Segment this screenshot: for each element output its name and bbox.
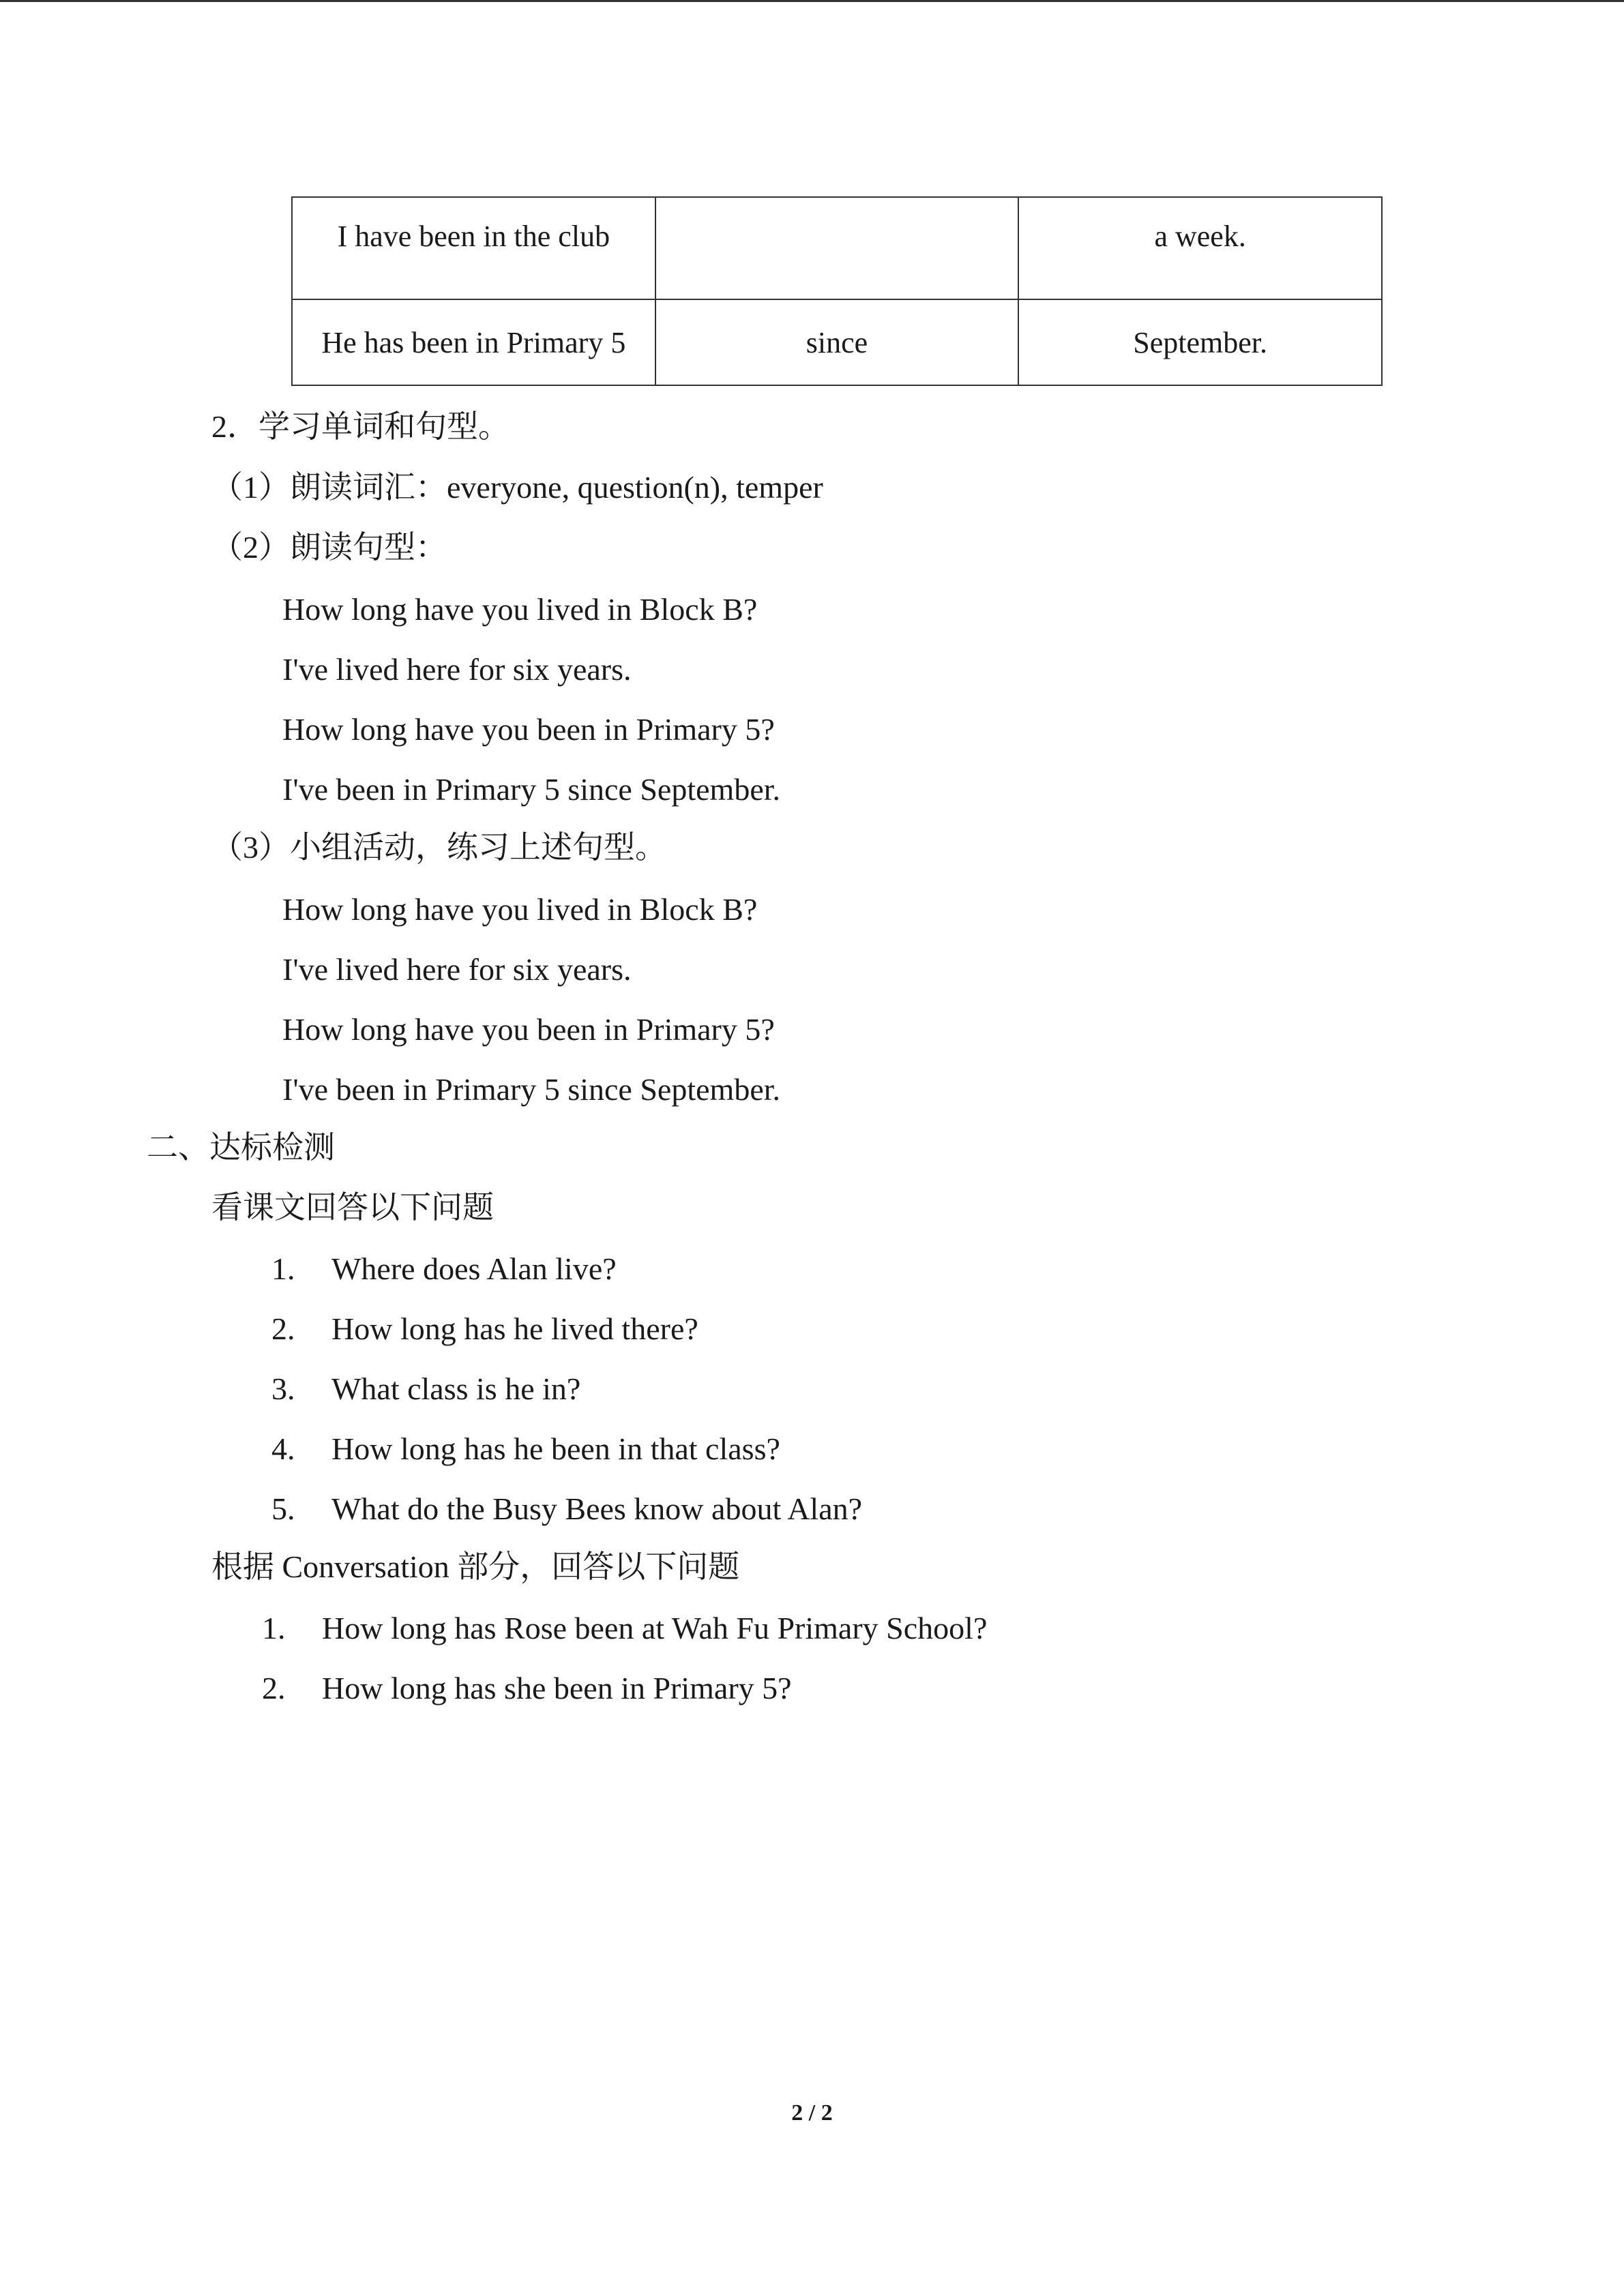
page-number: 2 / 2 xyxy=(791,2100,833,2126)
group-activity-heading: （3）小组活动，练习上述句型。 xyxy=(211,830,666,865)
table-row xyxy=(292,299,1382,385)
pattern-line: I've been in Primary 5 since September. xyxy=(282,772,781,807)
pattern-line: I've lived here for six years. xyxy=(282,952,632,987)
pattern-line: How long have you been in Primary 5? xyxy=(282,1012,775,1047)
table-cell xyxy=(292,197,655,299)
cell-text: since xyxy=(806,325,868,359)
list-item xyxy=(271,1253,617,1285)
item-text: How long has he been in that class? xyxy=(331,1431,780,1466)
pattern-line: How long have you been in Primary 5? xyxy=(282,712,775,747)
pattern-line: I've been in Primary 5 since September. xyxy=(282,1072,781,1107)
cell-text: a week. xyxy=(1154,219,1246,253)
item-number: 2. xyxy=(262,1671,286,1705)
table-cell-blank xyxy=(655,197,1019,299)
table-cell xyxy=(655,299,1019,385)
item-text: How long has he lived there? xyxy=(331,1311,698,1346)
item-text: What do the Busy Bees know about Alan? xyxy=(331,1491,863,1526)
questions-intro: 看课文回答以下问题 xyxy=(211,1190,494,1225)
patterns-heading: （2）朗读句型： xyxy=(211,530,447,565)
list-item xyxy=(262,1673,792,1704)
cell-text: I have been in the club xyxy=(337,219,610,253)
table-cell xyxy=(1018,299,1382,385)
item-number: 1. xyxy=(262,1611,286,1645)
cell-text: September. xyxy=(1133,325,1268,359)
section-heading: 2．学习单词和句型。 xyxy=(211,409,510,444)
item-number: 5. xyxy=(271,1491,295,1526)
item-text: Where does Alan live? xyxy=(331,1251,617,1286)
list-item xyxy=(271,1373,580,1405)
pattern-line: I've lived here for six years. xyxy=(282,652,632,687)
table-cell xyxy=(1018,197,1382,299)
list-item xyxy=(271,1313,698,1345)
item-number: 2. xyxy=(271,1311,295,1346)
pattern-line: How long have you lived in Block B? xyxy=(282,592,758,627)
item-number: 1. xyxy=(271,1251,295,1286)
item-number: 4. xyxy=(271,1431,295,1466)
item-text: How long has she been in Primary 5? xyxy=(322,1671,792,1705)
item-text: What class is he in? xyxy=(331,1371,581,1406)
vocab-line: （1）朗读词汇：everyone, question(n), temper xyxy=(211,470,823,505)
page-top-border xyxy=(0,0,1624,2)
list-item xyxy=(271,1493,862,1525)
table-cell xyxy=(292,299,655,385)
item-text: How long has Rose been at Wah Fu Primary School? xyxy=(322,1611,988,1645)
table-row xyxy=(292,197,1382,299)
cell-text: He has been in Primary 5 xyxy=(321,325,626,359)
questions-intro: 根据 Conversation 部分，回答以下问题 xyxy=(211,1549,740,1584)
sentence-table xyxy=(291,196,1383,386)
test-heading: 二、达标检测 xyxy=(147,1130,335,1165)
list-item xyxy=(262,1613,987,1644)
list-item xyxy=(271,1433,780,1465)
pattern-line: How long have you lived in Block B? xyxy=(282,892,758,927)
item-number: 3. xyxy=(271,1371,295,1406)
